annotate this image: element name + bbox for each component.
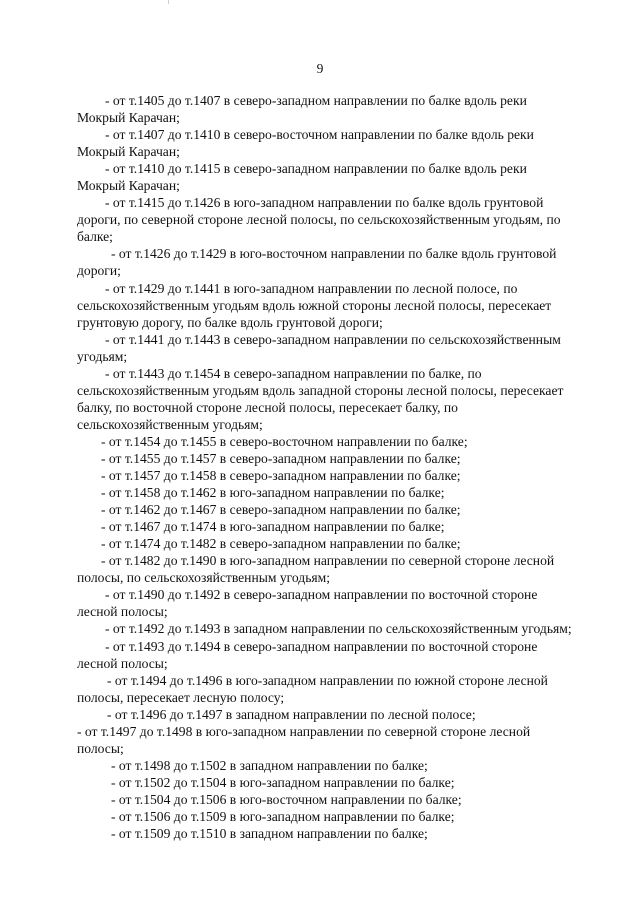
boundary-item-first-line: - от т.1426 до т.1429 в юго-восточном направлении по балке вдоль грунтовой: [111, 246, 557, 262]
boundary-item: [77, 194, 603, 245]
boundary-item-first-line: - от т.1467 до т.1474 в юго-западном направлении по балке;: [101, 519, 445, 535]
boundary-item: [77, 433, 603, 450]
boundary-item: [77, 825, 603, 842]
boundary-item: [77, 280, 603, 331]
boundary-item-first-line: - от т.1457 до т.1458 в северо-западном направлении по балке;: [101, 468, 461, 484]
boundary-item-continuation-line: лесной полосы;: [77, 655, 168, 671]
boundary-item-continuation-line: сельскохозяйственным угодьям вдоль западной стороны лесной полосы, пересекает: [77, 382, 564, 398]
boundary-item-first-line: - от т.1493 до т.1494 в северо-западном направлении по восточной стороне: [105, 638, 538, 654]
boundary-item-continuation-line: лесной полосы;: [77, 604, 168, 620]
boundary-item: [77, 552, 603, 586]
boundary-item-continuation-line: балку, по восточной стороне лесной полосы, пересекает балку, по: [77, 399, 458, 415]
boundary-item: [77, 92, 603, 126]
boundary-item-continuation-line: полосы;: [77, 740, 124, 756]
boundary-item-first-line: - от т.1482 до т.1490 в юго-западном направлении по северной стороне лесной: [101, 553, 555, 569]
boundary-item-continuation-line: балке;: [77, 229, 113, 245]
document-body: [77, 92, 603, 842]
boundary-item: [77, 245, 603, 279]
boundary-item: [77, 160, 603, 194]
boundary-item: [77, 535, 603, 552]
boundary-item-continuation-line: полосы, пересекает лесную полосу;: [77, 689, 285, 705]
boundary-item-first-line: - от т.1498 до т.1502 в западном направлении по балке;: [111, 757, 428, 773]
boundary-item-continuation-line: полосы, по сельскохозяйственным угодьям;: [77, 570, 331, 586]
boundary-item-first-line: - от т.1494 до т.1496 в юго-западном направлении по южной стороне лесной: [107, 672, 548, 688]
boundary-item-first-line: - от т.1474 до т.1482 в северо-западном направлении по балке;: [101, 536, 461, 552]
boundary-item-first-line: - от т.1443 до т.1454 в северо-западном направлении по балке, по: [105, 365, 482, 381]
boundary-item-first-line: - от т.1454 до т.1455 в северо-восточном направлении по балке;: [101, 433, 468, 449]
boundary-item: [77, 706, 603, 723]
boundary-item-continuation-line: угодьям;: [77, 348, 128, 364]
boundary-item-first-line: - от т.1462 до т.1467 в северо-западном направлении по балке;: [101, 502, 461, 518]
boundary-item: [77, 126, 603, 160]
boundary-item-first-line: - от т.1506 до т.1509 в юго-западном направлении по балке;: [111, 808, 455, 824]
boundary-item: [77, 808, 603, 825]
boundary-item-first-line: - от т.1492 до т.1493 в западном направлении по сельскохозяйственным угодьям;: [105, 621, 572, 637]
boundary-item: [77, 672, 603, 706]
boundary-item-first-line: - от т.1509 до т.1510 в западном направлении по балке;: [111, 826, 428, 842]
boundary-item: [77, 774, 603, 791]
boundary-item: [77, 501, 603, 518]
boundary-item-first-line: - от т.1458 до т.1462 в юго-западном направлении по балке;: [101, 485, 445, 501]
boundary-item-first-line: - от т.1497 до т.1498 в юго-западном направлении по северной стороне лесной: [77, 723, 531, 739]
boundary-item: [77, 723, 603, 757]
boundary-item-first-line: - от т.1504 до т.1506 в юго-восточном направлении по балке;: [111, 791, 462, 807]
boundary-item-first-line: - от т.1410 до т.1415 в северо-западном направлении по балке вдоль реки: [105, 161, 527, 177]
boundary-item: [77, 467, 603, 484]
boundary-item: [77, 791, 603, 808]
boundary-item-continuation-line: сельскохозяйственным угодьям вдоль южной стороны лесной полосы, пересекает: [77, 297, 552, 313]
boundary-item-first-line: - от т.1407 до т.1410 в северо-восточном направлении по балке вдоль реки: [105, 127, 534, 143]
boundary-item: [77, 638, 603, 672]
page-number: 9: [316, 61, 324, 76]
boundary-item: [77, 331, 603, 365]
boundary-item-continuation-line: Мокрый Карачан;: [77, 178, 180, 194]
boundary-item: [77, 484, 603, 501]
scan-mark: [168, 0, 169, 4]
boundary-item-continuation-line: сельскохозяйственным угодьям;: [77, 416, 263, 432]
boundary-item-first-line: - от т.1496 до т.1497 в западном направлении по лесной полосе;: [107, 706, 476, 722]
boundary-item-first-line: - от т.1490 до т.1492 в северо-западном направлении по восточной стороне: [105, 587, 538, 603]
boundary-item: [77, 620, 603, 637]
boundary-item: [77, 518, 603, 535]
boundary-item: [77, 450, 603, 467]
boundary-item-continuation-line: Мокрый Карачан;: [77, 144, 180, 160]
boundary-item-continuation-line: грунтовую дорогу, по балке вдоль грунтовой дороги;: [77, 314, 383, 330]
boundary-item-continuation-line: Мокрый Карачан;: [77, 110, 180, 126]
boundary-item-first-line: - от т.1405 до т.1407 в северо-западном направлении по балке вдоль реки: [105, 93, 527, 108]
boundary-item: [77, 757, 603, 774]
boundary-item-first-line: - от т.1455 до т.1457 в северо-западном направлении по балке;: [101, 450, 461, 466]
boundary-item-first-line: - от т.1502 до т.1504 в юго-западном направлении по балке;: [111, 774, 455, 790]
boundary-item: [77, 365, 603, 433]
boundary-item-first-line: - от т.1441 до т.1443 в северо-западном направлении по сельскохозяйственным: [105, 331, 561, 347]
boundary-item-first-line: - от т.1415 до т.1426 в юго-западном направлении по балке вдоль грунтовой: [105, 195, 544, 211]
boundary-item-continuation-line: дороги;: [77, 263, 121, 279]
boundary-item: [77, 586, 603, 620]
boundary-item-continuation-line: дороги, по северной стороне лесной полосы, по сельскохозяйственным угодьям, по: [77, 212, 561, 228]
boundary-item-first-line: - от т.1429 до т.1441 в юго-западном направлении по лесной полосе, по: [105, 280, 518, 296]
